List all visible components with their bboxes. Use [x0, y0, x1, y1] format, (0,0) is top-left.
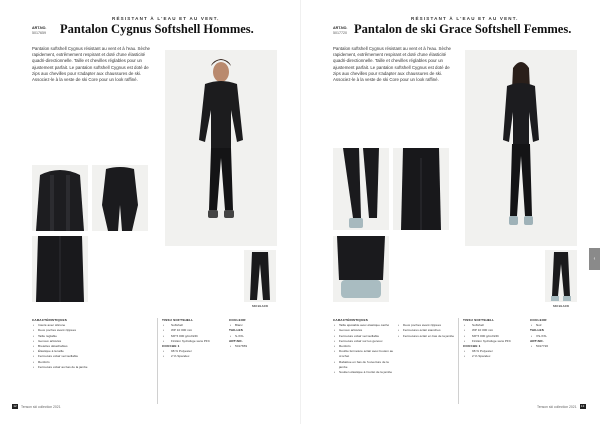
article-item: • 5017720	[530, 344, 580, 349]
color-item: • Blanc	[229, 323, 279, 328]
footer-text: Tenson ski collection 2021	[21, 404, 61, 409]
article-number-box	[32, 26, 46, 35]
side-tab-arrow-icon[interactable]: ‹	[589, 248, 600, 270]
fabric-item: • MP 5 000 g/m2/24h	[463, 334, 523, 339]
fabric-heading: TISSU SOFTSHELL	[162, 318, 194, 322]
layer-item: • 98 % Polyester	[463, 349, 523, 354]
feature-item: • Genoux articulés	[333, 328, 395, 333]
product-description: Pantalon softshell Cygnus résistant au vent et à l'eau. Sèche rapidement, extrêmement respirant et doté d'une élasticité quadri-directionnelle. Taille et chevilles réglables pour un ajustement parfait. Le pantalon softshell Cygnus est doté de zips aux chevilles pour s'adapter aux chaussures de ski. Associez-le à la veste de ski Core pour un look raffiné.	[333, 46, 451, 83]
feature-item: • Fermeture éclair verrouillable	[32, 354, 152, 359]
fabric-item: • WP 10 000 mm	[162, 328, 222, 333]
column-divider	[458, 318, 459, 404]
color-caption: SKI BLACK	[552, 304, 570, 308]
man-model-illustration	[165, 50, 277, 246]
spec-fabric	[463, 318, 523, 360]
feature-item: • Bretelles détachables	[32, 344, 152, 349]
fabric-item: • Softshell	[463, 323, 523, 328]
detail-photo-leg	[393, 148, 449, 230]
color-heading: COULEUR	[229, 318, 246, 322]
fabric-item: • Softshell	[162, 323, 222, 328]
sizes-heading: TAILLES	[229, 328, 244, 333]
feature-item: • Renforts	[333, 344, 395, 349]
feature-item: • Genoux articulés	[32, 339, 152, 344]
product-description: Pantalon softshell Cygnus résistant au vent et à l'eau. Sèche rapidement, extrêmement respirant et doté d'une élasticité quadri-directionnelle. Taille et chevilles réglables pour un ajustement parfait. Le pantalon softshell Cygnus est doté de zips aux chevilles pour s'adapter aux chaussures de ski. Associez-le à la veste de ski Core pour un look raffiné.	[32, 46, 150, 83]
layer-heading: COUCHE 1	[463, 344, 481, 349]
article-number-box	[333, 26, 347, 35]
spec-fabric	[162, 318, 222, 360]
feature-item: • Soutien élastique à l'ourlet de la jambe	[333, 370, 395, 375]
layer-item: • 2 % Spandex	[162, 354, 222, 359]
feature-item: • Deux poches avant zippées	[32, 328, 152, 333]
article-item: • 5017659	[229, 344, 279, 349]
size-item: • S-XXL	[229, 334, 279, 339]
fabric-heading: TISSU SOFTSHELL	[463, 318, 495, 322]
detail-photo-legs	[32, 236, 88, 302]
detail-photo-boot	[333, 236, 389, 302]
feature-item: • Taille ajustable avec élastique caché	[333, 323, 395, 328]
feature-item: • Rabattue en bas de l'ouverture de la jambe	[333, 360, 395, 370]
torso-detail-illustration	[32, 165, 88, 231]
column-divider	[157, 318, 158, 404]
layer-heading: COUCHE 1	[162, 344, 180, 349]
pants-flat-illustration	[244, 250, 276, 302]
features-heading: CARACTÉRISTIQUES	[333, 318, 368, 322]
layer-item: • 98 % Polyester	[162, 349, 222, 354]
model-photo-main	[165, 50, 277, 246]
features-heading: CARACTÉRISTIQUES	[32, 318, 67, 322]
feature-item: • Inséré avec silicone	[32, 323, 152, 328]
boot-detail-illustration	[333, 236, 389, 302]
product-flat-photo	[244, 250, 276, 302]
color-item: • Noir	[530, 323, 580, 328]
fabric-item: • Finition hydrofuge sans PFC	[162, 339, 222, 344]
tagline: RÉSISTANT À L'EAU ET AU VENT.	[411, 16, 519, 21]
size-item: • XS-XXL	[530, 334, 580, 339]
leg-detail-illustration	[393, 148, 449, 230]
article-number: 5017720	[333, 30, 347, 35]
fabric-item: • Finition hydrofuge sans PFC	[463, 339, 523, 344]
feature-item: • Double fermeture éclair avec bouton au crochet	[333, 349, 395, 359]
feature-item: • Fermeture éclair au bas de la jambe	[32, 365, 152, 370]
back-detail-illustration	[92, 165, 148, 231]
feature-item: • Élastique à la taille	[32, 349, 152, 354]
feature-item: • Taille réglable	[32, 334, 152, 339]
fabric-item: • WP 10 000 mm	[463, 328, 523, 333]
legs-detail-illustration	[32, 236, 88, 302]
sizes-heading: TAILLES	[530, 328, 545, 333]
spec-features	[333, 318, 395, 375]
detail-photo-torso	[32, 165, 88, 231]
spec-features	[32, 318, 152, 370]
page-number: 13	[580, 404, 585, 408]
woman-model-illustration	[465, 50, 577, 246]
detail-photo-back	[92, 165, 148, 231]
feature-item: • Fermeture éclair sur les genoux	[333, 339, 395, 344]
footer-text: Tenson ski collection 2021	[537, 404, 577, 409]
feature-item: • Fermetures éclair en bas de la jambe	[397, 334, 457, 339]
spec-color-size	[229, 318, 279, 349]
feature-item: • Deux poches avant zippées	[397, 323, 457, 328]
spec-color-size	[530, 318, 580, 349]
tagline: RÉSISTANT À L'EAU ET AU VENT.	[112, 16, 220, 21]
product-title: Pantalon de ski Grace Softshell Femmes.	[354, 22, 572, 36]
layer-item: • 2 % Spandex	[463, 354, 523, 359]
pants-flat-illustration	[545, 250, 577, 302]
page-footer	[537, 404, 586, 409]
knee-detail-illustration	[333, 148, 389, 230]
article-number: 5017659	[32, 30, 46, 35]
article-heading: ART.NO.	[229, 338, 243, 343]
color-heading: COULEUR	[530, 318, 547, 322]
right-page	[300, 0, 600, 424]
article-label: ART.NO.	[333, 26, 348, 30]
page-number: 12	[13, 404, 17, 408]
article-heading: ART.NO.	[530, 338, 544, 343]
fabric-item: • MP 5 000 g/m2/24h	[162, 334, 222, 339]
article-label: ART.NO.	[32, 26, 47, 30]
page-footer	[12, 404, 61, 409]
spec-features-col2	[397, 318, 457, 339]
color-caption: SKI BLACK	[251, 304, 269, 308]
model-photo-main	[465, 50, 577, 246]
feature-item: • Renforts	[32, 360, 152, 365]
product-title: Pantalon Cygnus Softshell Hommes.	[60, 22, 254, 36]
product-flat-photo	[545, 250, 577, 302]
feature-item: • Fermeture éclair verrouillable	[333, 334, 395, 339]
feature-item: • Fermetures éclair étanches	[397, 328, 457, 333]
detail-photo-knee	[333, 148, 389, 230]
